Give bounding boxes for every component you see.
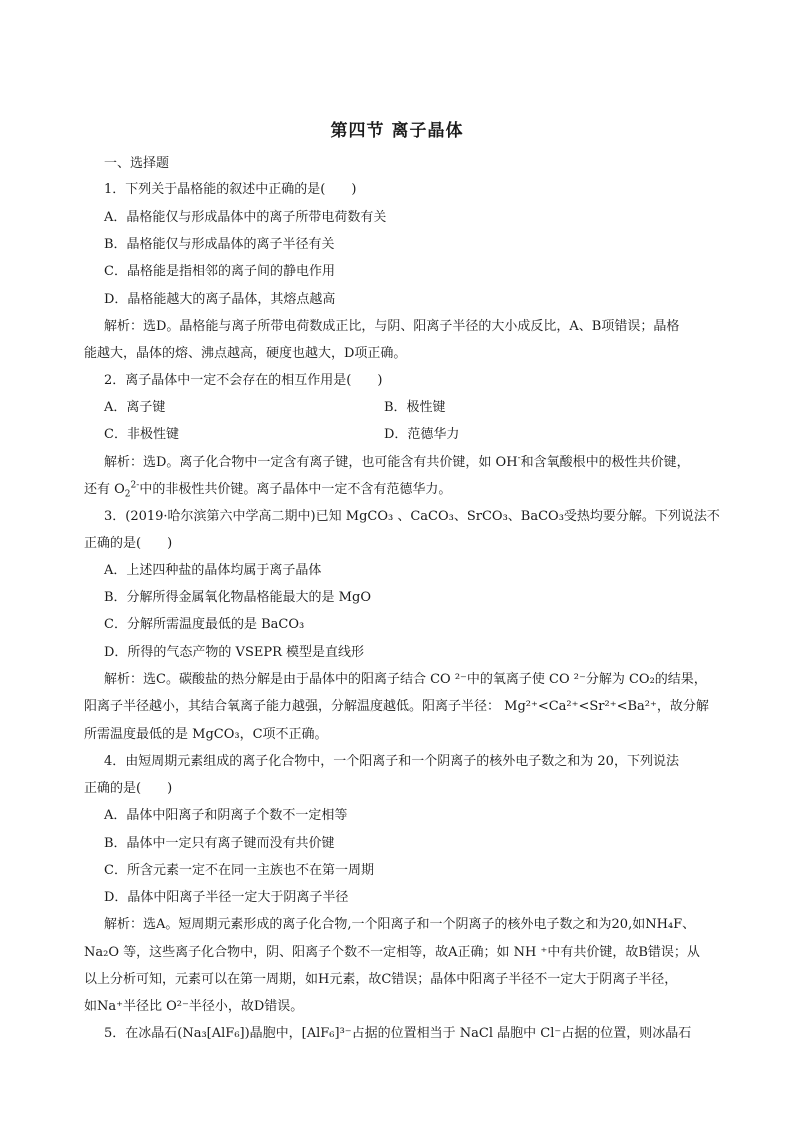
q2-option-d: D．范德华力 bbox=[384, 427, 460, 442]
o2-subscript: 2 bbox=[124, 489, 131, 500]
q4-analysis-line-1: 解析：选A。短周期元素形成的离子化合物,一个阳离子和一个阴离子的核外电子数之和为20,如NH₄F、 bbox=[104, 917, 696, 932]
q1-stem: 1．下列关于晶格能的叙述中正确的是( ) bbox=[104, 182, 357, 197]
q5-stem-line-1: 5．在冰晶石(Na₃[AlF₆])晶胞中，[AlF₆]³⁻占据的位置相当于 NaCl 晶胞中 Cl⁻占据的位置，则冰晶石 bbox=[104, 1026, 692, 1041]
q1-analysis-line-2: 能越大，晶体的熔、沸点越高，硬度也越大，D项正确。 bbox=[84, 346, 407, 361]
q1-option-a: A．晶格能仅与形成晶体中的离子所带电荷数有关 bbox=[104, 210, 387, 225]
o2-charge: 2- bbox=[130, 480, 140, 491]
q4-analysis-line-2: Na₂O 等，这些离子化合物中，阴、阳离子个数不一定相等，故A正确；如 NH ⁺中有共价键，故B错误；从 bbox=[84, 945, 700, 960]
q2-analysis-line-1 bbox=[104, 455, 690, 471]
q2-analysis-text-1b: 和含氧酸根中的极性共价键， bbox=[520, 455, 690, 470]
q3-stem-line-2: 正确的是( ) bbox=[84, 536, 173, 551]
q3-option-d: D．所得的气态产物的 VSEPR 模型是直线形 bbox=[104, 645, 365, 660]
q3-option-a: A．上述四种盐的晶体均属于离子晶体 bbox=[104, 563, 322, 578]
q4-analysis-line-4: 如Na⁺半径比 O²⁻半径小，故D错误。 bbox=[84, 999, 304, 1014]
q2-analysis-text-2a: 还有 O bbox=[84, 482, 125, 497]
q2-analysis-line-2 bbox=[84, 482, 451, 498]
q2-option-b: B．极性键 bbox=[384, 400, 446, 415]
section-heading: 一、选择题 bbox=[104, 156, 170, 171]
q4-stem-line-2: 正确的是( ) bbox=[84, 781, 173, 796]
q3-analysis-line-1: 解析：选C。碳酸盐的热分解是由于晶体中的阳离子结合 CO ²⁻中的氧离子使 CO ²⁻分解为 CO₂的结果， bbox=[104, 672, 707, 687]
q2-options-row-1 bbox=[104, 400, 764, 416]
q2-option-a: A．离子键 bbox=[104, 400, 166, 415]
q4-analysis-line-3: 以上分析可知，元素可以在第一周期，如H元素，故C错误；晶体中阳离子半径不一定大于阴离子半径， bbox=[84, 972, 678, 987]
q4-option-c: C．所含元素一定不在同一主族也不在第一周期 bbox=[104, 863, 374, 878]
q4-option-d: D．晶体中阳离子半径一定大于阴离子半径 bbox=[104, 890, 349, 905]
q3-option-c: C．分解所需温度最低的是 BaCO₃ bbox=[104, 617, 305, 632]
q2-options-row-2 bbox=[104, 427, 764, 443]
q2-analysis-text-2b: 中的非极性共价键。离子晶体中一定不含有范德华力。 bbox=[139, 482, 452, 497]
q2-stem: 2．离子晶体中一定不会存在的相互作用是( ) bbox=[104, 373, 383, 388]
page-title: 第四节 离子晶体 bbox=[330, 121, 464, 141]
q4-stem-line-1: 4．由短周期元素组成的离子化合物中，一个阳离子和一个阴离子的核外电子数之和为 20，下列说法 bbox=[104, 754, 679, 769]
q3-option-b: B．分解所得金属氧化物晶格能最大的是 MgO bbox=[104, 590, 371, 605]
q4-option-b: B．晶体中一定只有离子键而没有共价键 bbox=[104, 836, 335, 851]
q2-analysis-text-1a: 解析：选D。离子化合物中一定含有离子键，也可能含有共价键，如 OH bbox=[104, 455, 518, 470]
q1-option-c: C．晶格能是指相邻的离子间的静电作用 bbox=[104, 264, 335, 279]
q2-option-c: C．非极性键 bbox=[104, 427, 179, 442]
q1-option-d: D．晶格能越大的离子晶体，其熔点越高 bbox=[104, 292, 336, 307]
q1-option-b: B．晶格能仅与形成晶体的离子半径有关 bbox=[104, 237, 335, 252]
q3-analysis-line-3: 所需温度最低的是 MgCO₃，C项不正确。 bbox=[84, 727, 328, 742]
q3-analysis-line-2: 阳离子半径越小，其结合氧离子能力越强，分解温度越低。阳离子半径： Mg²⁺<Ca²⁺<Sr²⁺<Ba²⁺，故分解 bbox=[84, 699, 709, 714]
q1-analysis-line-1: 解析：选D。晶格能与离子所带电荷数成正比，与阴、阳离子半径的大小成反比，A、B项错误；晶格 bbox=[104, 319, 680, 334]
oh-charge: - bbox=[517, 453, 521, 464]
q4-option-a: A．晶体中阳离子和阴离子个数不一定相等 bbox=[104, 808, 348, 823]
q3-stem-line-1: 3．(2019·哈尔滨第六中学高二期中)已知 MgCO₃ 、CaCO₃、SrCO₃、BaCO₃受热均要分解。下列说法不 bbox=[104, 509, 720, 524]
